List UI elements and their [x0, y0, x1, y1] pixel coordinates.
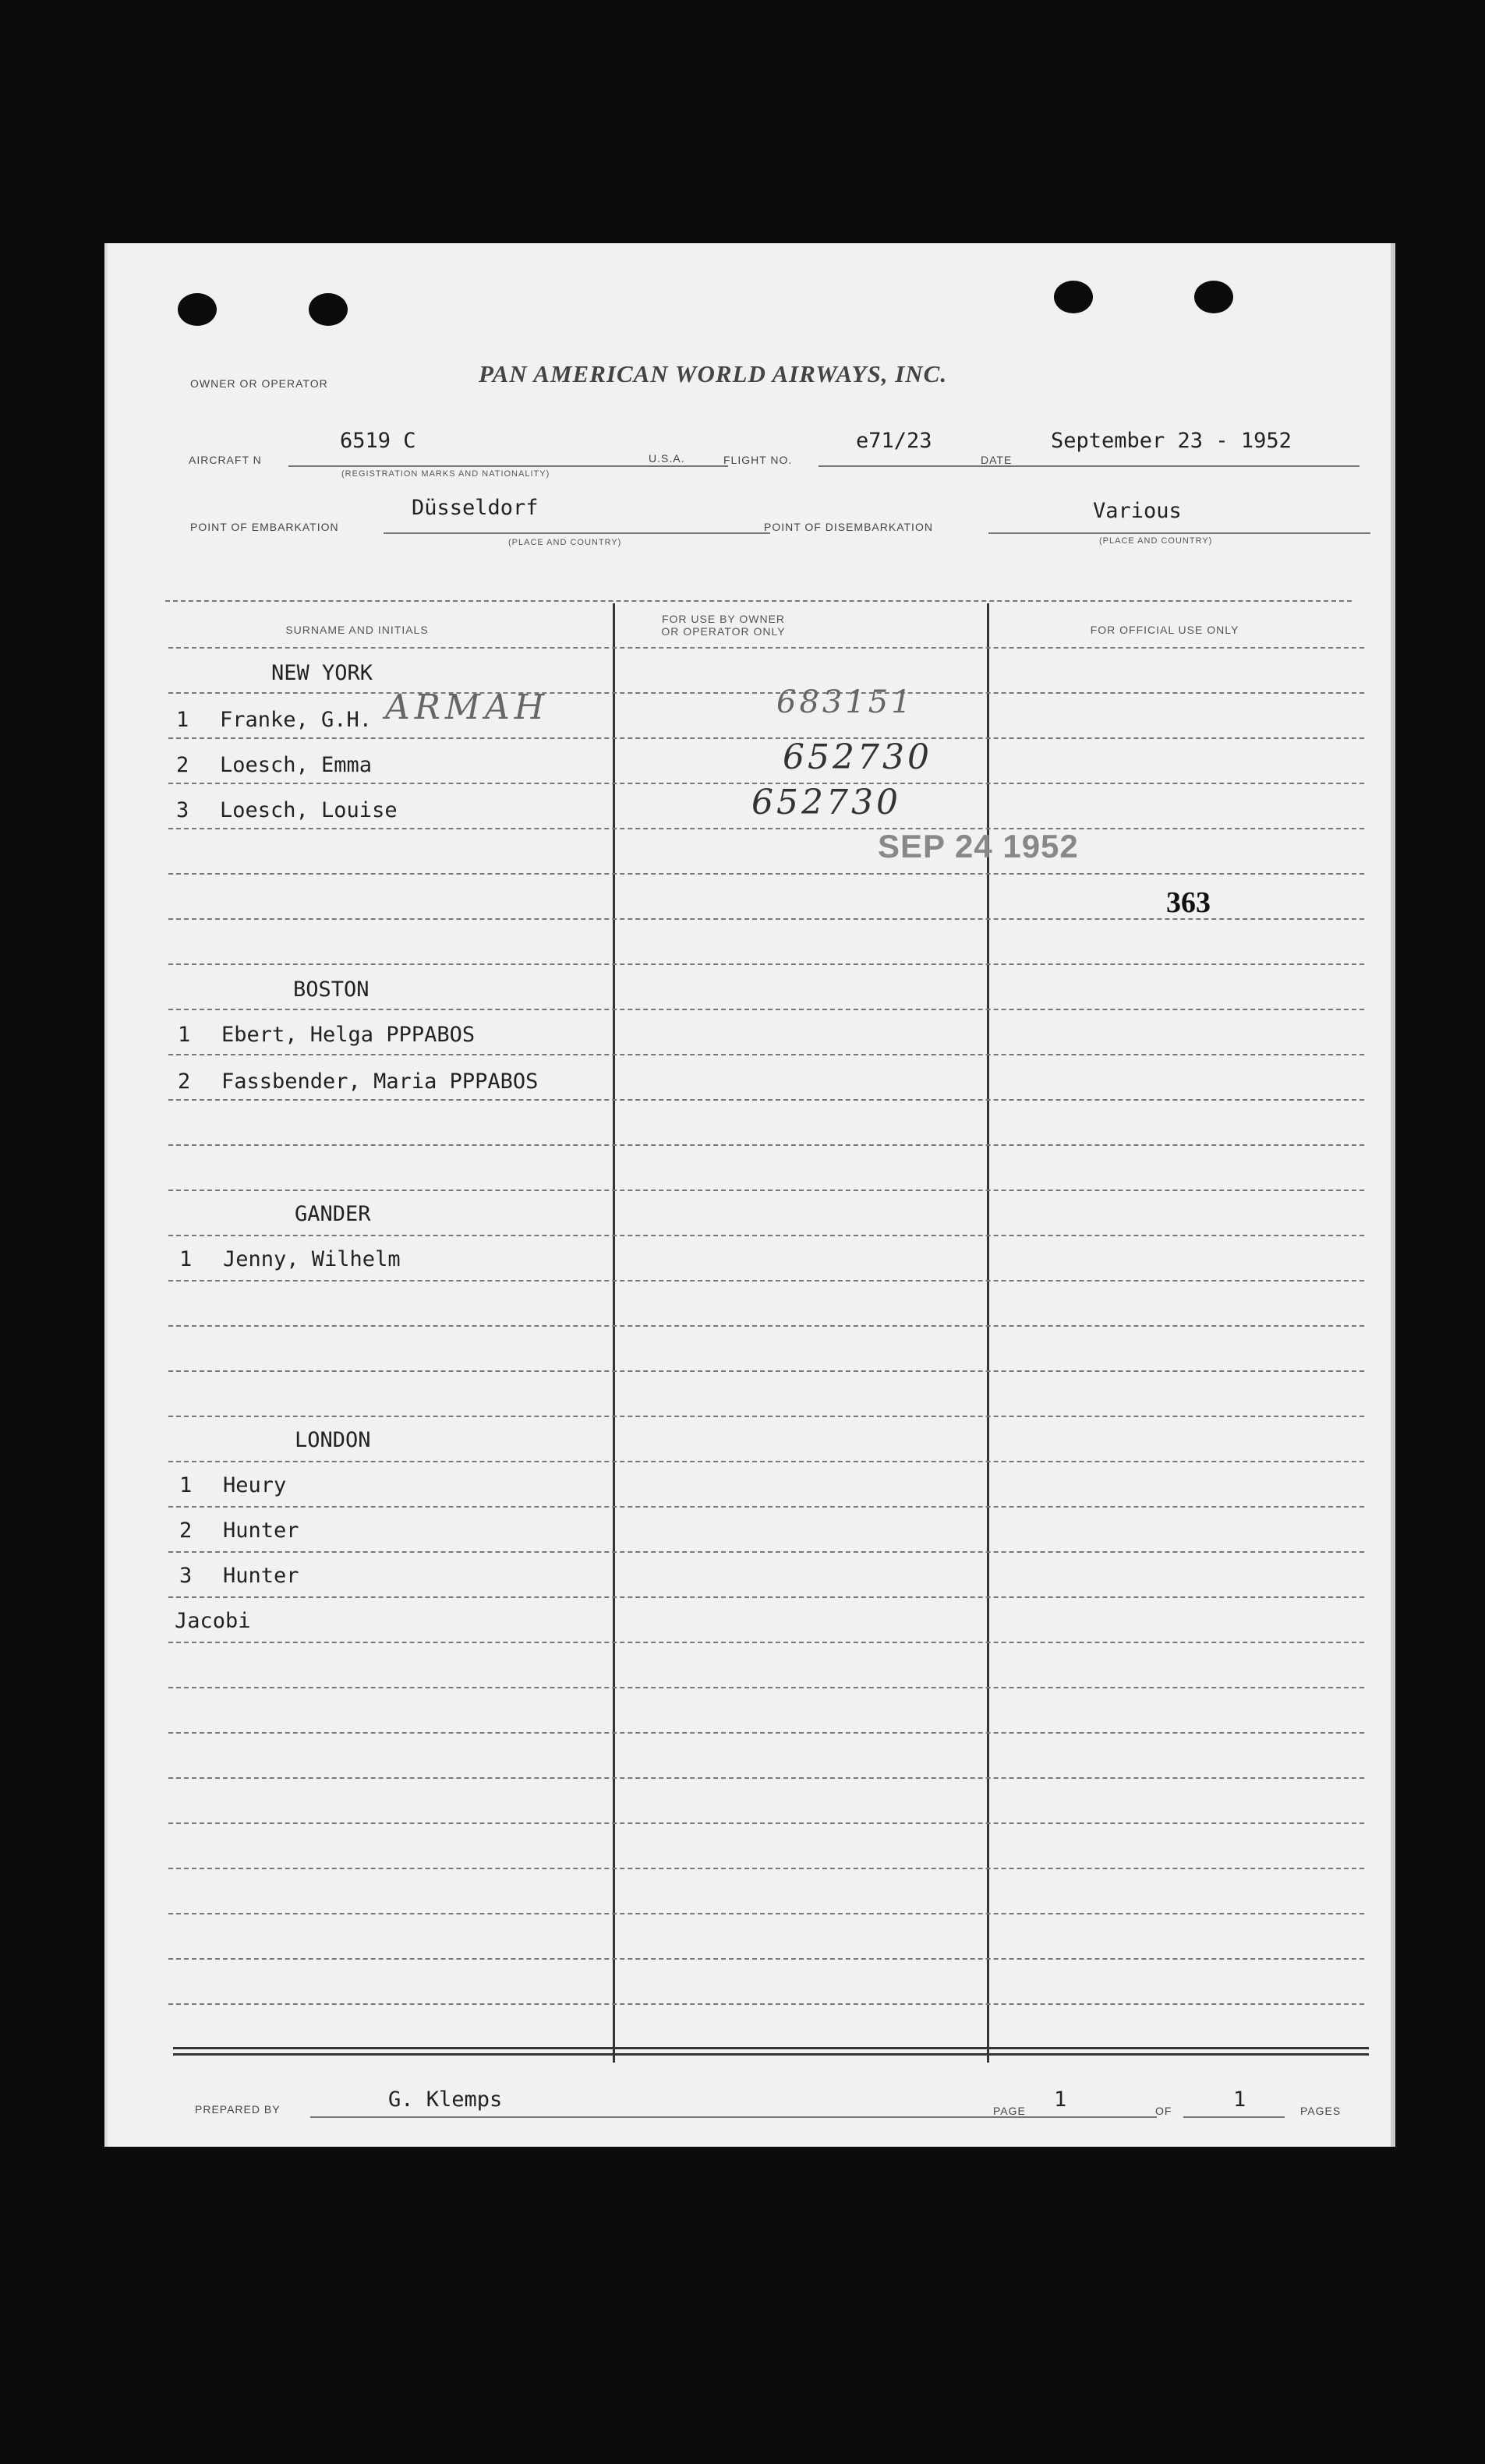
row-rule	[168, 1868, 1364, 1869]
manifest-sheet	[104, 243, 1395, 2147]
embarkation-label: POINT OF EMBARKATION	[190, 521, 339, 533]
received-date-stamp: SEP 24 1952	[878, 828, 1079, 864]
row-rule	[168, 1913, 1364, 1914]
row-rule	[168, 1190, 1364, 1191]
handwritten-annotation: ARMAH	[385, 688, 550, 727]
aircraft-label: AIRCRAFT N	[189, 454, 262, 466]
column-header-owner-use-2: OR OPERATOR ONLY	[661, 625, 786, 638]
row-rule	[168, 1687, 1364, 1688]
passenger-name: Ebert, Helga PPPABOS	[221, 1023, 476, 1047]
owner-label: OWNER OR OPERATOR	[190, 377, 328, 390]
passenger-name: Loesch, Emma	[220, 753, 373, 777]
passenger-name: Jacobi	[175, 1609, 251, 1633]
flight-number: e71/23	[856, 429, 932, 453]
country-label: U.S.A.	[649, 452, 685, 465]
row-rule	[168, 647, 1364, 649]
disembarkation-point: Various	[1093, 499, 1182, 523]
row-number: 2	[179, 1518, 193, 1543]
row-rule	[168, 2003, 1364, 2005]
row-rule	[168, 828, 1364, 829]
registration-note: (REGISTRATION MARKS AND NATIONALITY)	[341, 469, 550, 479]
punch-hole	[1054, 281, 1093, 313]
passenger-name: Franke, G.H.	[220, 708, 373, 732]
disembarkation-label: POINT OF DISEMBARKATION	[764, 521, 933, 533]
of-label: OF	[1155, 2105, 1172, 2117]
passenger-name: Fassbender, Maria PPPABOS	[221, 1069, 539, 1094]
passenger-name: Jenny, Wilhelm	[223, 1247, 401, 1271]
row-rule	[168, 1099, 1364, 1101]
row-rule	[168, 1416, 1364, 1417]
row-number: 1	[179, 1247, 193, 1271]
handwritten-code: 652730	[783, 737, 932, 777]
column-header-surname: SURNAME AND INITIALS	[285, 624, 429, 636]
row-rule	[168, 1506, 1364, 1508]
row-rule	[168, 737, 1364, 739]
row-number: 2	[176, 753, 189, 777]
prepared-by-name: G. Klemps	[388, 2088, 503, 2112]
row-rule	[168, 1054, 1364, 1055]
handwritten-code: 652730	[751, 783, 901, 822]
row-rule	[168, 1461, 1364, 1462]
handwritten-code: 683151	[776, 684, 914, 720]
row-rule	[168, 1325, 1364, 1327]
flight-date: September 23 - 1952	[1051, 429, 1292, 453]
date-label: DATE	[981, 454, 1013, 466]
row-rule	[168, 1370, 1364, 1372]
group-london: LONDON	[295, 1428, 371, 1452]
row-rule	[168, 1777, 1364, 1779]
row-rule	[168, 1144, 1364, 1146]
passenger-name: Hunter	[223, 1518, 299, 1543]
operator-name: PAN AMERICAN WORLD AIRWAYS, INC.	[479, 360, 948, 387]
row-rule	[168, 1822, 1364, 1824]
row-rule	[168, 873, 1364, 875]
group-new-york: NEW YORK	[271, 661, 373, 685]
passenger-name: Loesch, Louise	[220, 798, 398, 822]
row-number: 1	[176, 708, 189, 732]
punch-hole	[1194, 281, 1233, 313]
punch-hole	[309, 293, 348, 326]
embarkation-point: Düsseldorf	[412, 496, 539, 520]
row-rule	[168, 1280, 1364, 1281]
row-number: 1	[178, 1023, 191, 1047]
official-number: 363	[1166, 886, 1211, 919]
group-boston: BOSTON	[293, 977, 369, 1002]
prepared-by-label: PREPARED BY	[195, 2103, 281, 2116]
passenger-name: Heury	[223, 1473, 287, 1497]
row-rule	[168, 1732, 1364, 1734]
place-note-embark: (PLACE AND COUNTRY)	[508, 538, 622, 547]
row-rule	[168, 1596, 1364, 1598]
page-number: 1	[1054, 2088, 1067, 2112]
row-number: 2	[178, 1069, 191, 1094]
row-rule	[168, 692, 1364, 694]
row-rule	[168, 1235, 1364, 1236]
row-number: 3	[179, 1564, 193, 1588]
page-label: PAGE	[993, 2105, 1026, 2117]
punch-hole	[178, 293, 217, 326]
row-number: 1	[179, 1473, 193, 1497]
group-gander: GANDER	[295, 1202, 371, 1226]
row-number: 3	[176, 798, 189, 822]
row-rule	[168, 1642, 1364, 1643]
total-pages: 1	[1233, 2088, 1246, 2112]
pages-label: PAGES	[1300, 2105, 1342, 2117]
flight-label: FLIGHT NO.	[723, 454, 793, 466]
row-rule	[168, 1551, 1364, 1553]
place-note-disembark: (PLACE AND COUNTRY)	[1099, 536, 1213, 546]
row-rule	[168, 1958, 1364, 1960]
passenger-name: Hunter	[223, 1564, 299, 1588]
column-header-owner-use-1: FOR USE BY OWNER	[661, 613, 786, 625]
column-header-official: FOR OFFICIAL USE ONLY	[1090, 624, 1239, 636]
row-rule	[168, 963, 1364, 965]
row-rule	[168, 1009, 1364, 1010]
aircraft-number: 6519 C	[340, 429, 416, 453]
